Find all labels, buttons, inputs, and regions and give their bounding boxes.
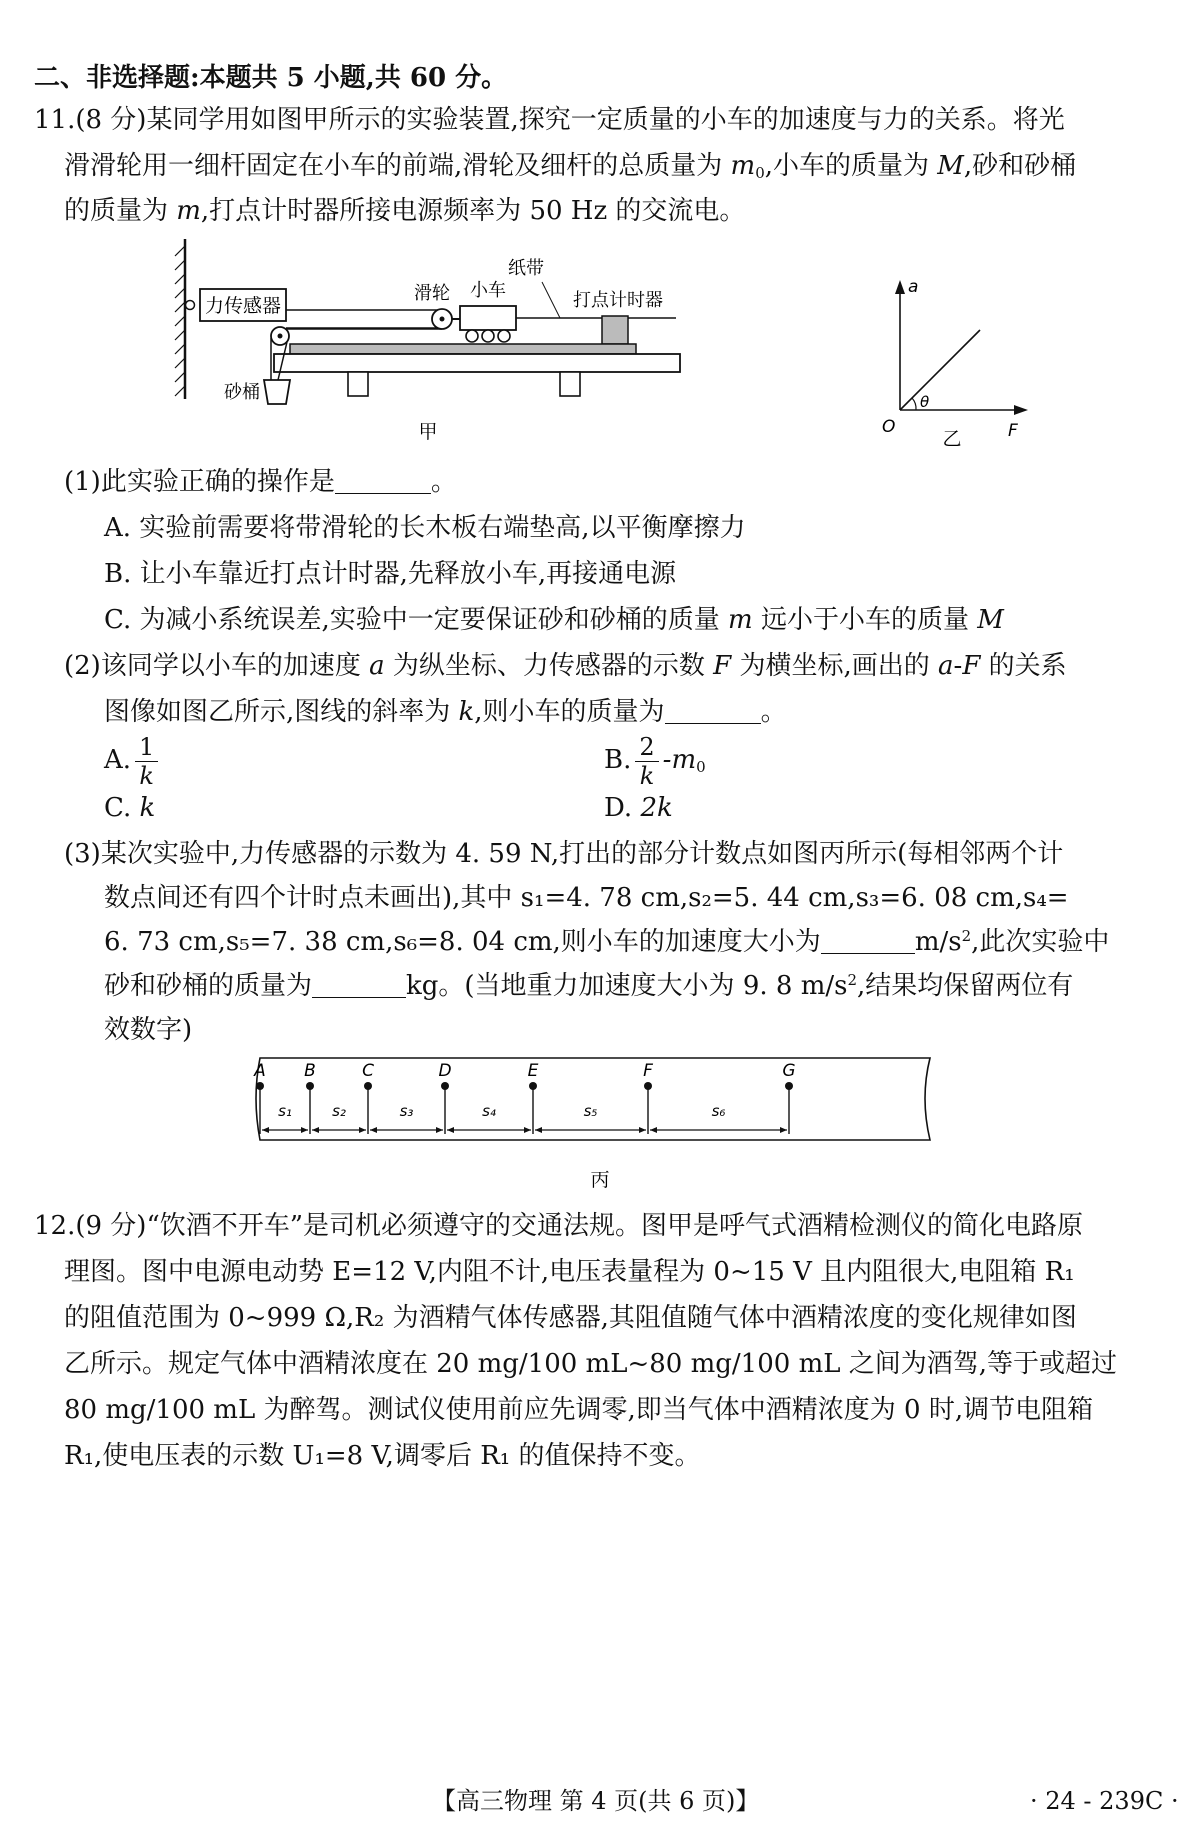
- q11-line-2: 滑滑轮用一细杆固定在小车的前端,滑轮及细杆的总质量为 $m_0$,小车的质量为 M,砂和砂桶: [64, 151, 1077, 182]
- answer-blank-4[interactable]: [312, 973, 406, 998]
- tape-segment-label: s₆: [711, 1102, 726, 1120]
- q11-sub2-option-d: D. 2k: [604, 793, 673, 823]
- tape-segment-label: s₄: [482, 1102, 496, 1120]
- q11-sub3-line-5: 效数字): [104, 1015, 193, 1045]
- tape-point-label: E: [527, 1061, 539, 1081]
- label-bucket: 砂桶: [224, 382, 260, 403]
- footer-page-info: 【高三物理 第 4 页(共 6 页)】: [432, 1787, 760, 1815]
- axis-y-label: a: [908, 277, 919, 297]
- answer-blank-1[interactable]: [335, 469, 431, 494]
- q12-line-1: 12.(9 分)“饮酒不开车”是司机必须遵守的交通法规。图甲是呼气式酒精检测仪的简化电路原: [34, 1211, 1084, 1241]
- angle-label: θ: [920, 393, 930, 411]
- figure-bing-tape: [250, 1050, 940, 1200]
- tape-point-label: B: [304, 1061, 316, 1081]
- q12-line-5: 80 mg/100 mL 为醉驾。测试仪使用前应先调零,即当气体中酒精浓度为 0 时,调节电阻箱: [64, 1395, 1094, 1425]
- tape-point-label: D: [438, 1061, 452, 1081]
- section-title: 二、非选择题:本题共 5 小题,共 60 分。: [34, 63, 508, 93]
- q12-number: 12.: [34, 1211, 76, 1241]
- tape-point-label: C: [362, 1061, 374, 1081]
- q11-sub2-option-c: C. k: [104, 793, 156, 823]
- q11-sub1-stem: (1)此实验正确的操作是 。: [64, 467, 457, 497]
- tape-point-label: G: [782, 1061, 796, 1081]
- q12-line-3: 的阻值范围为 0~999 Ω,R₂ 为酒精气体传感器,其阻值随气体中酒精浓度的变化规律如图: [64, 1303, 1077, 1333]
- label-cart: 小车: [470, 280, 506, 301]
- answer-blank-3[interactable]: [821, 929, 915, 954]
- tape-point-label: A: [254, 1061, 266, 1081]
- q11-sub2-line-2: 图像如图乙所示,图线的斜率为 k,则小车的质量为 。: [104, 697, 787, 727]
- q11-line-1: 11.(8 分)某同学用如图甲所示的实验装置,探究一定质量的小车的加速度与力的关系。将光: [34, 105, 1065, 135]
- figure-yi-graph: [870, 270, 1050, 450]
- label-timer: 打点计时器: [573, 290, 663, 311]
- caption-jia: 甲: [418, 421, 438, 443]
- caption-yi: 乙: [942, 428, 962, 450]
- answer-blank-2[interactable]: [665, 699, 761, 724]
- q11-sub2-line-1: (2)该同学以小车的加速度 a 为纵坐标、力传感器的示数 F 为横坐标,画出的 a-F 的关系: [64, 651, 1067, 681]
- q11-sub1-option-c: C. 为减小系统误差,实验中一定要保证砂和砂桶的质量 m 远小于小车的质量 M: [104, 605, 1004, 635]
- q12-line-6: R₁,使电压表的示数 U₁=8 V,调零后 R₁ 的值保持不变。: [64, 1441, 701, 1471]
- caption-bing: 丙: [590, 1169, 610, 1191]
- q11-sub2-option-b: B. $\frac{2}{k}$ $-m_0$: [604, 732, 706, 790]
- q12-line-2: 理图。图中电源电动势 E=12 V,内阻不计,电压表量程为 0~15 V 且内阻很大,电阻箱 R₁: [64, 1257, 1075, 1287]
- q11-sub1-option-b: B. 让小车靠近打点计时器,先释放小车,再接通电源: [104, 559, 677, 589]
- q11-sub3-line-1: (3)某次实验中,力传感器的示数为 4. 59 N,打出的部分计数点如图丙所示(每相邻两个计: [64, 839, 1064, 869]
- q12-line-4: 乙所示。规定气体中酒精浓度在 20 mg/100 mL~80 mg/100 mL 之间为酒驾,等于或超过: [64, 1349, 1118, 1379]
- q11-sub2-option-a: A. $\frac{1}{k}$: [104, 732, 162, 792]
- footer-code: · 24 - 239C ·: [1030, 1787, 1179, 1815]
- label-pulley: 滑轮: [414, 283, 450, 304]
- q11-line-3: 的质量为 m,打点计时器所接电源频率为 50 Hz 的交流电。: [64, 196, 746, 226]
- q11-sub3-line-4: 砂和砂桶的质量为 kg。(当地重力加速度大小为 9. 8 $m/s^2$,结果均保留两位有: [104, 971, 1074, 1001]
- tape-segment-label: s₁: [278, 1102, 292, 1120]
- q11-sub3-line-3: 6. 73 cm,s₅=7. 38 cm,s₆=8. 04 cm,则小车的加速度大小为 $m/s^2$,此次实验中: [104, 927, 1110, 957]
- q11-sub3-line-2: 数点间还有四个计时点未画出),其中 s₁=4. 78 cm,s₂=5. 44 cm,s₃=6. 08 cm,s₄=: [104, 883, 1069, 913]
- q11-number: 11.: [34, 105, 76, 135]
- origin-label: O: [882, 417, 896, 437]
- label-sensor: 力传感器: [204, 295, 282, 317]
- q11-sub1-option-a: A. 实验前需要将带滑轮的长木板右端垫高,以平衡摩擦力: [104, 513, 746, 543]
- tape-segment-label: s₂: [332, 1102, 346, 1120]
- tape-segment-label: s₅: [583, 1102, 598, 1120]
- tape-point-label: F: [643, 1061, 653, 1081]
- figure-jia-apparatus: [170, 234, 710, 444]
- tape-segment-label: s₃: [399, 1102, 414, 1120]
- label-tape: 纸带: [508, 258, 544, 279]
- q11-score: (8 分): [75, 105, 147, 135]
- axis-x-label: F: [1008, 421, 1018, 441]
- q12-score: (9 分): [75, 1211, 147, 1241]
